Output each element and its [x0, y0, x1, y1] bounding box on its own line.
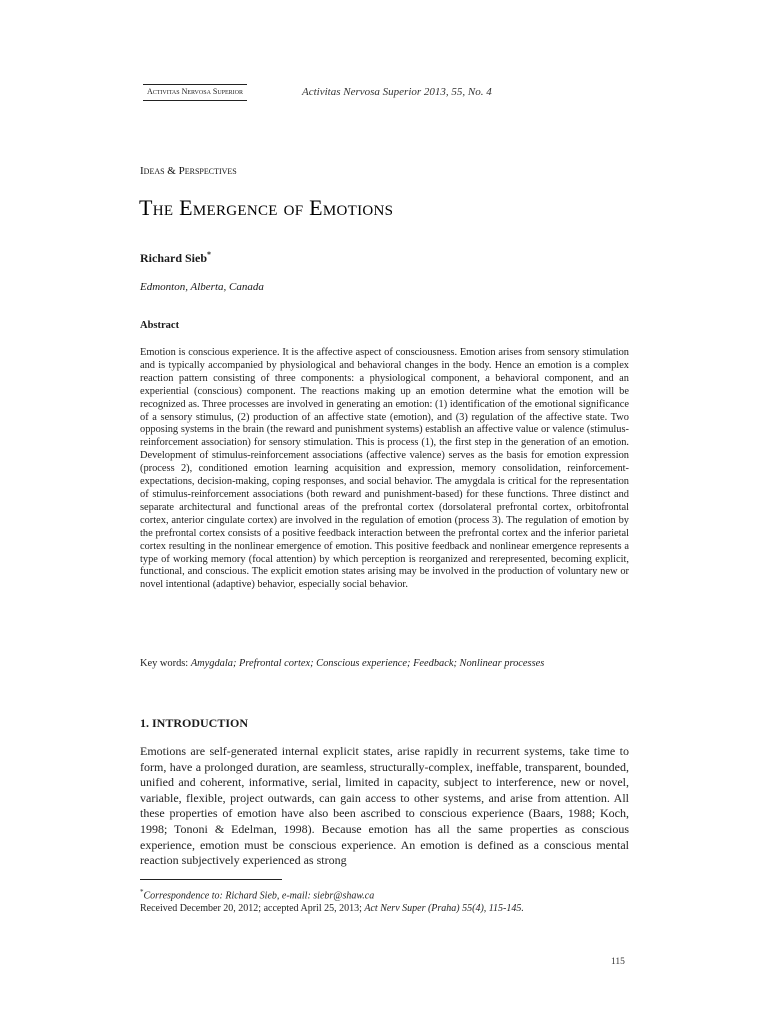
footnote-divider — [140, 879, 282, 880]
keywords-line — [140, 658, 629, 669]
author-footnote-mark: * — [207, 250, 212, 259]
abstract-heading: Abstract — [140, 320, 180, 331]
footnote-correspondence-line — [140, 886, 629, 902]
page-number: 115 — [611, 957, 625, 967]
footnote-received: Received December 20, 2012; accepted April 25, 2013; — [140, 903, 365, 915]
author-affiliation: Edmonton, Alberta, Canada — [140, 281, 264, 293]
abstract-body: Emotion is conscious experience. It is the affective aspect of consciousness. Emotion arises from sensory stimulation and is typically accompanied by physiological and behavioral changes in the body. Hence an emotion is a complex reaction pattern consisting of three components: a physiological component, a behavioral component, and an experiential (conscious) component. The reactions making up an emotion determine what the emotion will be recognized as. Three processes are involved in generating an emotion: (1) identification of the emotional significance of a sensory stimulus, (2) production of an affective state (emotion), and (3) regulation of the affective state. Two opposing systems in the brain (the reward and punishment systems) establish an affective value or valence (stimulus-reinforcement association) for sensory stimulation. This is process (1), the first step in the generation of an emotion. Development of stimulus-reinforcement associations (affective valence) serves as the basis for emotion expression (process 2), conditioned emotion learning acquisition and expression, memory consolidation, reinforcement-expectations, decision-making, coping responses, and social behavior. The amygdala is critical for the representation of stimulus-reinforcement associations (both reward and punishment-based) for these functions. Three distinct and separate architectural and functional areas of the prefrontal cortex (dorsolateral prefrontal cortex, orbitofrontal cortex, anterior cingulate cortex) are involved in the regulation of emotion (process 3). The regulation of emotion by the prefrontal cortex consists of a positive feedback interaction between the prefrontal cortex and the inferior parietal cortex resulting in the nonlinear emergence of emotion. This positive feedback and nonlinear emergence represents a type of working memory (focal attention) by which perception is reorganized and rerepresented, becoming explicit, functional, and conscious. The explicit emotion states arising may be involved in the production of voluntary new or novel intentional (adaptive) behavior, especially social behavior. — [140, 347, 629, 591]
footnote-citation: Act Nerv Super (Praha) 55(4), 115-145. — [364, 903, 524, 915]
keywords-label: Key words: — [140, 658, 189, 669]
introduction-heading: 1. INTRODUCTION — [140, 716, 249, 730]
footnote — [140, 886, 629, 915]
author-name: Richard Sieb — [140, 251, 208, 265]
footnote-correspondence: Correspondence to: Richard Sieb, e-mail: siebr@shaw.ca — [143, 890, 375, 902]
keywords-values: Amygdala; Prefrontal cortex; Conscious experience; Feedback; Nonlinear processes — [190, 658, 545, 669]
journal-logo — [143, 84, 247, 101]
author-line — [140, 250, 211, 266]
introduction-body: Emotions are self-generated internal explicit states, arise rapidly in recurrent systems, take time to form, have a prolonged duration, are seamless, structurally-complex, ineffable, transparent, bounded, unified and coherent, informative, serial, limited in capacity, subject to interference, new or novel, variable, flexible, project outwards, can gain access to other systems, and arise from attention. All these properties of emotion have also been ascribed to conscious experience (Baars, 1988; Koch, 1998; Tononi & Edelman, 1998). Because emotion has all the same properties as conscious experience, emotion must be conscious experience. An emotion is defined as a conscious mental reaction subjectively experienced as strong — [140, 744, 629, 868]
article-title: The Emergence of Emotions — [139, 195, 394, 220]
footnote-mark: * — [140, 888, 144, 896]
section-label: Ideas & Perspectives — [140, 165, 237, 177]
journal-logo-text: Activitas Nervosa Superior — [146, 87, 244, 96]
footnote-received-line — [140, 902, 629, 915]
running-head: Activitas Nervosa Superior 2013, 55, No. 4 — [302, 86, 492, 98]
